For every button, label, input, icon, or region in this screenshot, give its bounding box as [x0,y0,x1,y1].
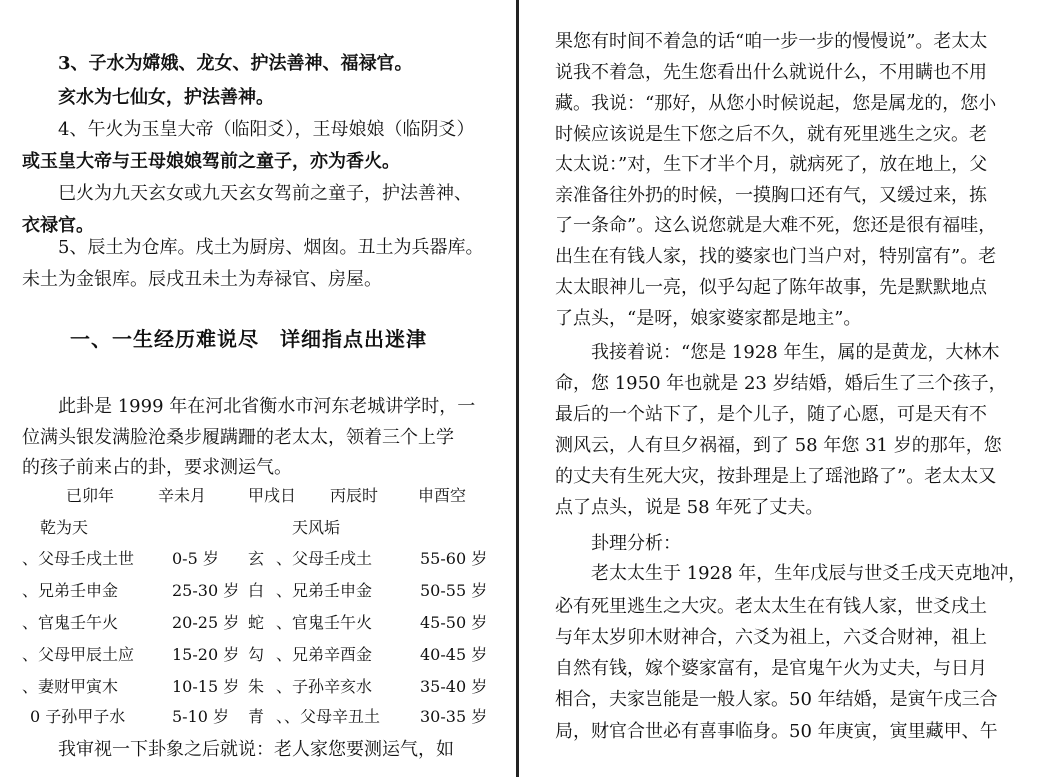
table-cell: 、父母壬戌土世 [22,549,135,568]
table-cell: 15-20 岁 [172,645,240,664]
text-line: 测风云，人有旦夕祸福，到了 58 年您 31 岁的那年，您 [555,435,1002,456]
text-line: 太太说：”对，生下才半个月，就病死了，放在地上，父 [555,154,988,175]
text-line: 藏。我说：“那好，从您小时候说起，您是属龙的，您小 [555,93,997,114]
table-cell: 、、父母辛丑土 [276,707,381,726]
page-divider [516,0,519,777]
table-cell: 玄 [248,549,265,568]
table-cell: 、子孙辛亥水 [276,677,373,696]
text-line: 的孩子前来占的卦，要求测运气。 [22,457,292,478]
date-month: 辛未月 [158,486,207,505]
table-cell: 25-30 岁 [172,581,240,600]
table-cell: 勾 [248,645,265,664]
table-cell: 、父母壬戌土 [276,549,373,568]
date-day: 甲戌日 [248,486,297,505]
text-line: 4、午火为玉皇大帝（临阳爻），王母娘娘（临阴爻） [58,119,475,140]
text-line: 太太眼神儿一亮，似乎勾起了陈年故事，先是默默地点 [555,277,987,298]
text-line: 出生在有钱人家，找的婆家也门当户对，特别富有”。老 [555,246,997,267]
table-cell: 30-35 岁 [420,707,488,726]
text-line: 衣禄官。 [22,215,94,236]
table-cell: 10-15 岁 [172,677,240,696]
text-line: 说我不着急，先生您看出什么就说什么，不用瞒也不用 [555,62,987,83]
text-line: 巳火为九天玄女或九天玄女驾前之童子，护法善神、 [58,183,472,204]
date-year: 已卯年 [66,486,115,505]
text-line: 我审视一下卦象之后就说：老人家您要测运气，如 [58,739,454,760]
date-hour: 丙辰时 [330,486,379,505]
table-cell: 、兄弟壬申金 [22,581,119,600]
text-line: 最后的一个站下了，是个儿子，随了心愿，可是天有不 [555,404,987,425]
text-line: 老太太生于 1928 年，生年戊辰与世爻壬戌天克地冲， [591,563,1027,584]
text-line: 相合，夫家岂能是一般人家。50 年结婚，是寅午戌三合 [555,689,998,710]
table-cell: 5-10 岁 [172,707,230,726]
gua-name-original: 乾为天 [40,518,89,537]
table-cell: 、兄弟壬申金 [276,581,373,600]
right-page [525,0,1048,777]
text-line: 亲准备往外扔的时候，一摸胸口还有气，又缓过来，拣 [555,185,987,206]
table-cell: 35-40 岁 [420,677,488,696]
text-line: 或玉皇大帝与王母娘娘驾前之童子，亦为香火。 [22,151,400,172]
subheading: 卦理分析： [591,533,681,554]
text-line: 与年太岁卯木财神合，六爻为祖上，六爻合财神，祖上 [555,627,987,648]
table-cell: 白 [248,581,265,600]
gua-name-changed: 天风垢 [292,518,341,537]
text-line: 此卦是 1999 年在河北省衡水市河东老城讲学时，一 [58,396,476,417]
table-cell: 朱 [248,677,265,696]
table-cell: 0 子孙甲子水 [30,707,126,726]
text-line: 了一条命”。这么说您就是大难不死，您还是很有福哇， [555,215,997,236]
table-cell: 、官鬼壬午火 [276,613,373,632]
text-line: 5、辰土为仓库。戌土为厨房、烟囱。丑土为兵器库。 [58,237,484,258]
table-cell: 20-25 岁 [172,613,240,632]
table-cell: 0-5 岁 [172,549,219,568]
left-page [0,0,510,777]
table-cell: 、官鬼壬午火 [22,613,119,632]
text-line: 果您有时间不着急的话“咱一步一步的慢慢说”。老太太 [555,31,988,52]
text-line: 位满头银发满脸沧桑步履蹒跚的老太太，领着三个上学 [22,427,454,448]
table-cell: 、父母甲辰土应 [22,645,135,664]
text-line: 局，财官合世必有喜事临身。50 年庚寅，寅里藏甲、午 [555,721,998,742]
text-line: 必有死里逃生之大灾。老太太生在有钱人家，世爻戌土 [555,596,987,617]
table-cell: 50-55 岁 [420,581,488,600]
table-cell: 40-45 岁 [420,645,488,664]
table-cell: 蛇 [248,613,265,632]
table-cell: 、妻财甲寅木 [22,677,119,696]
text-line: 未土为金银库。辰戌丑未土为寿禄官、房屋。 [22,269,382,290]
text-line: 3、子水为嫦娥、龙女、护法善神、福禄官。 [58,53,413,74]
text-line: 自然有钱，嫁个婆家富有，是官鬼午火为丈夫，与日月 [555,658,987,679]
table-cell: 45-50 岁 [420,613,488,632]
table-cell: 55-60 岁 [420,549,488,568]
text-line: 了点头，“是呀，娘家婆家都是地主”。 [555,308,862,329]
text-line: 命，您 1950 年也就是 23 岁结婚，婚后生了三个孩子， [555,373,1007,394]
text-line: 点了点头，说是 58 年死了丈夫。 [555,497,824,518]
text-line: 亥水为七仙女，护法善神。 [58,87,274,108]
table-cell: 青 [248,707,265,726]
section-heading: 一、一生经历难说尽 详细指点出迷津 [70,327,427,351]
text-line: 时候应该说是生下您之后不久，就有死里逃生之灾。老 [555,124,987,145]
table-cell: 、兄弟辛酉金 [276,645,373,664]
text-line: 我接着说：“您是 1928 年生，属的是黄龙，大林木 [591,342,1000,363]
text-line: 的丈夫有生死大灾，按卦理是上了瑶池路了”。老太太又 [555,466,997,487]
date-void: 申酉空 [418,486,467,505]
